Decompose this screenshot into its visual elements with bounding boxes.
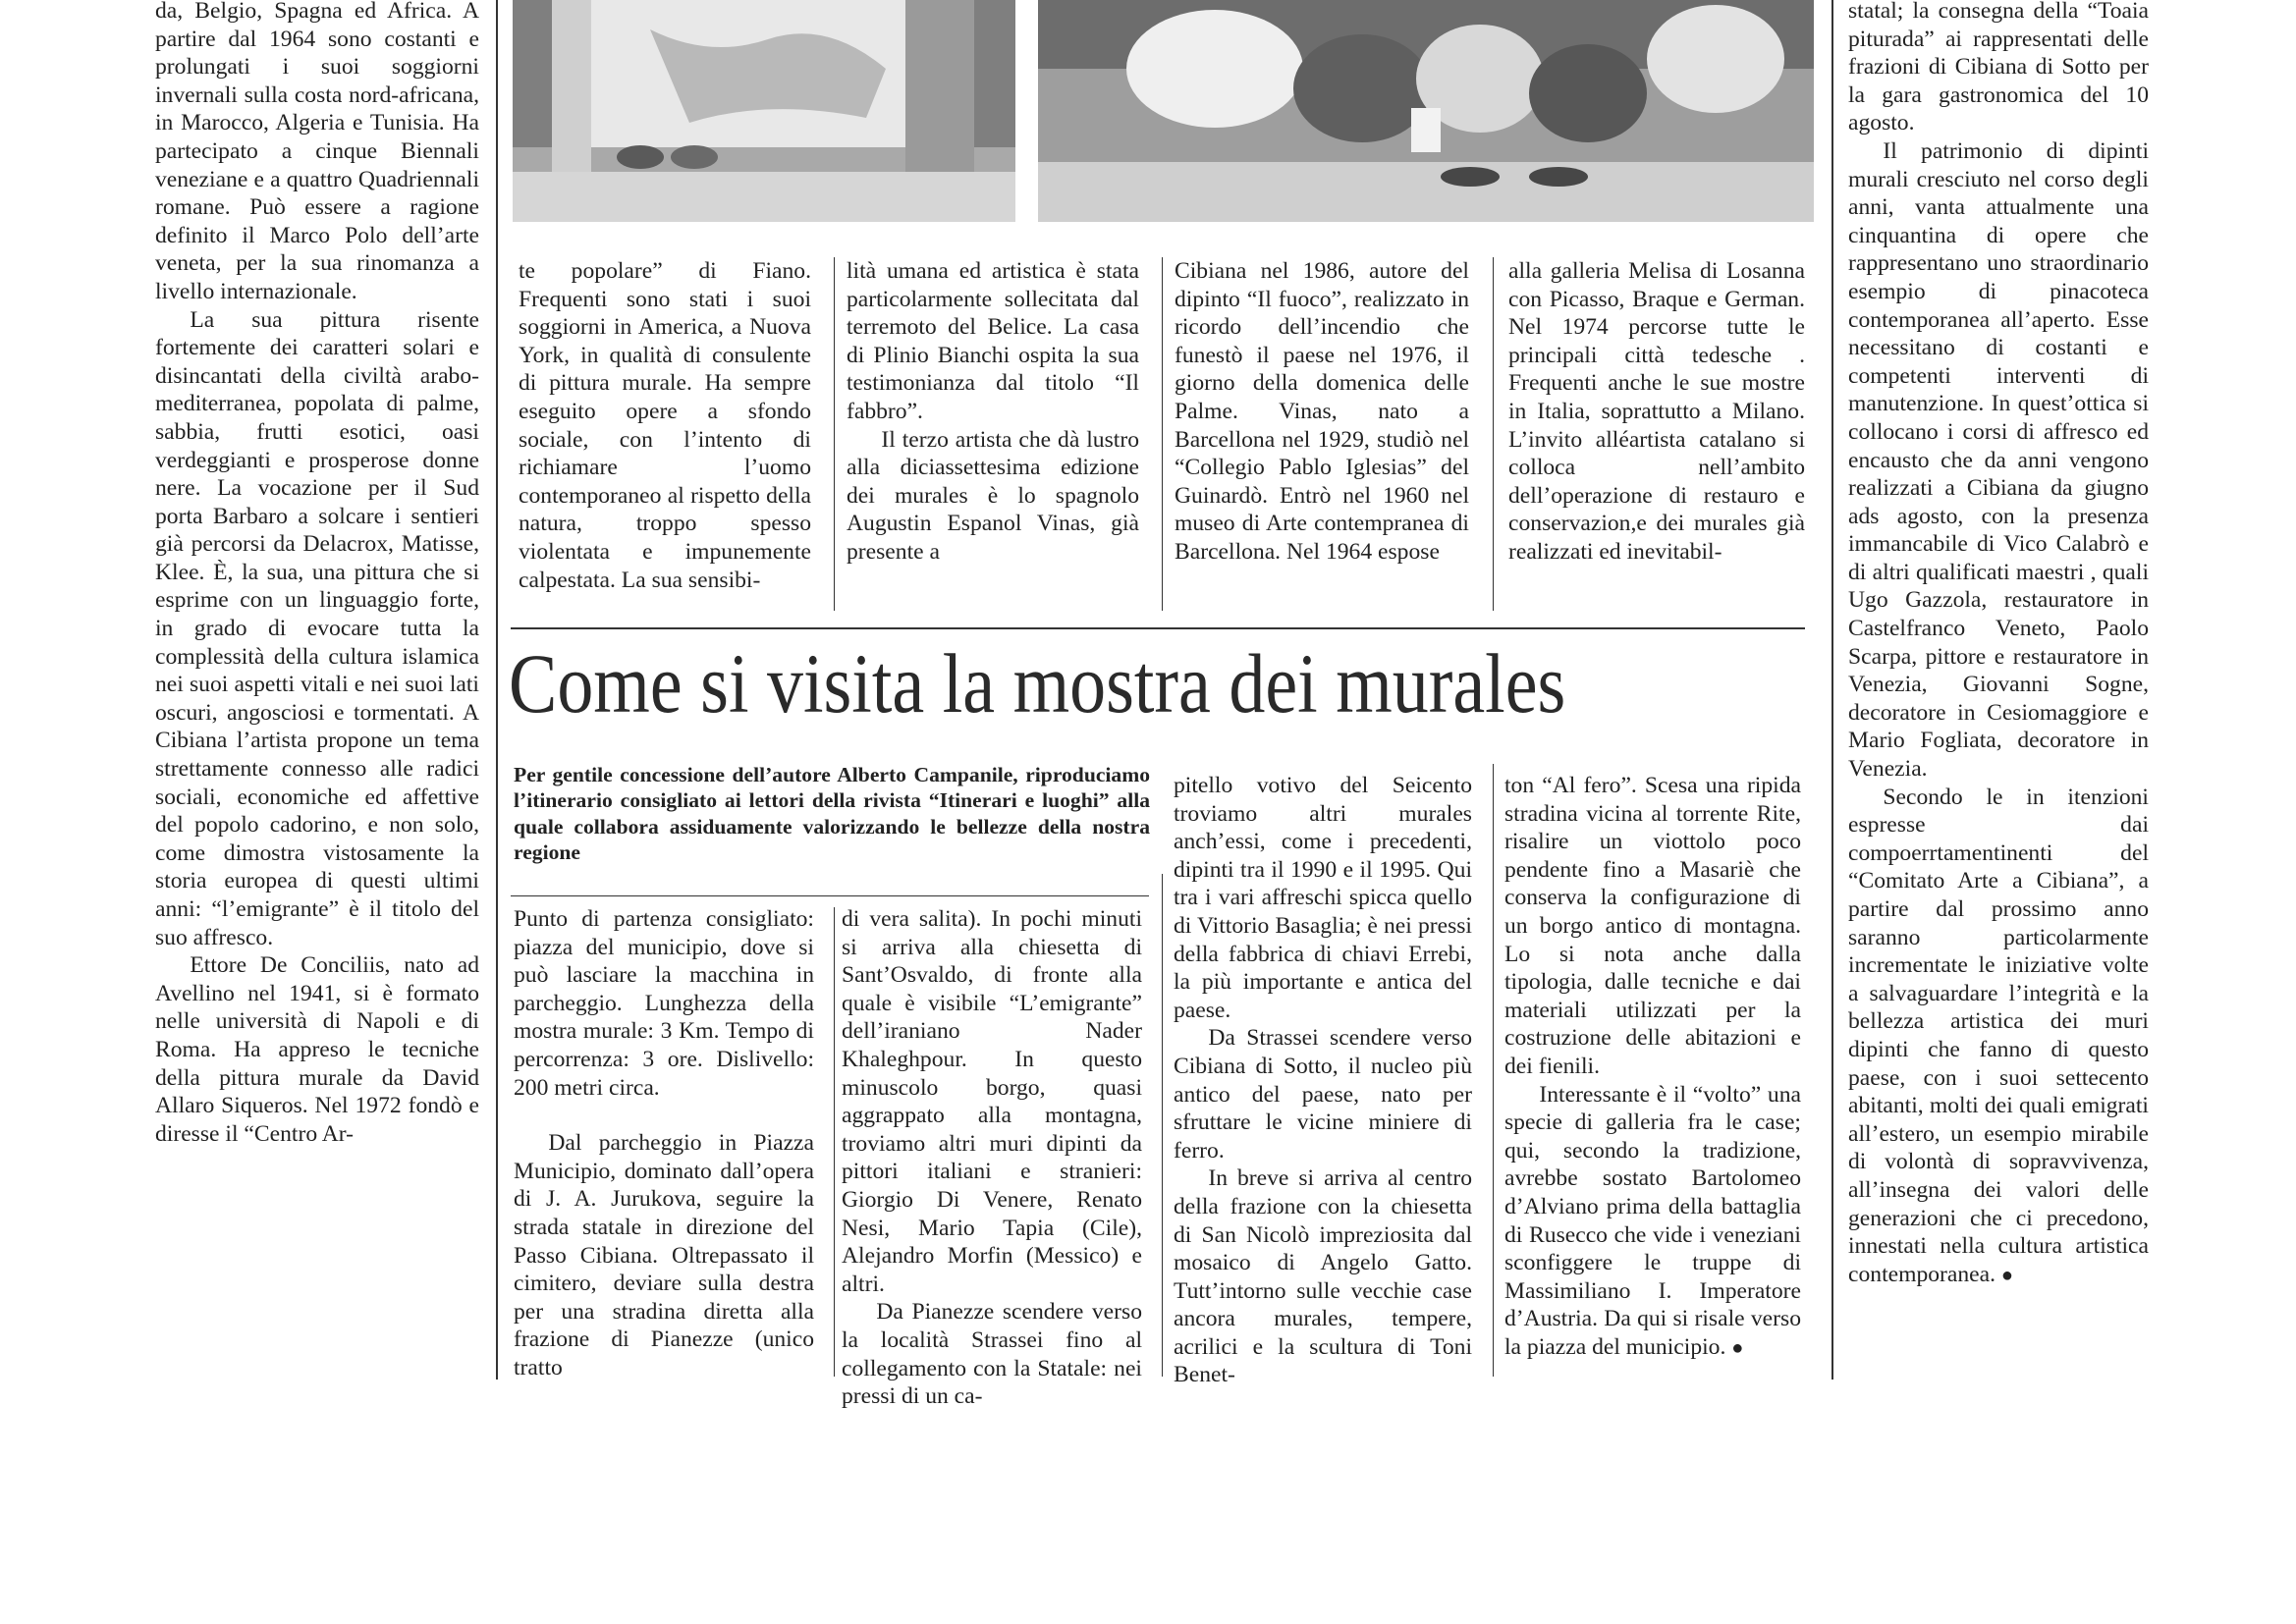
photo-painter-with-mural [513, 0, 1015, 222]
top-col5-text: alla galleria Melisa di Losanna con Picasso, Braque e German. Nel 1974 percorse tutte le principali città tedesche . Frequenti anche le sue mostre in Italia, soprattutto a Milano. L’invito alléartista catalano si colloca nell’ambito dell’operazione di restauro e conservazion,e dei murales già realizzati ed inevitabil- [1508, 258, 1805, 565]
column-rule-bottom-2 [1162, 874, 1163, 1377]
rule-below-lead [511, 895, 1149, 896]
end-of-article-mark: ● [1731, 1336, 1744, 1359]
photo-painter-with-mural-image [513, 0, 1015, 222]
col6-paragraph-3 [1848, 784, 2149, 1290]
column-top-2 [519, 257, 811, 599]
column-rule-right [1831, 0, 1833, 1380]
column-bottom-3 [1174, 772, 1472, 1388]
headline: Come si visita la mostra dei murales [509, 636, 1566, 731]
column-top-3 [847, 257, 1139, 599]
column-rule-bottom-3 [1493, 764, 1494, 1377]
b-col4-paragraph-2-text: Interessante è il “volto” una specie di galleria fra le case; qui, secondo la tradizione, avrebbe sostato Bartolomeo d’Alviano prima della battaglia di Rusecco che vide i veneziani sconfiggere le truppe di Massimiliano I. Imperatore d’Austria. Da qui si risale verso la piazza del municipio. [1504, 1081, 1801, 1360]
column-right [1848, 0, 2149, 1383]
column-rule-top-2 [1162, 257, 1163, 611]
col1-paragraph-2: La sua pittura risente fortemente dei caratteri solari e disincantati della civiltà arabo-mediterranea, popolata di palme, sabbia, frutti esotici, oasi verdeggianti e prosperose donne nere. La vocazione per il Sud porta Barbaro a solcare i sentieri già percorsi da Delacrox, Matisse, Klee. È, la sua, una pittura che si esprime con un linguaggio forte, in grado di evocare tutta la complessità della cultura islamica nei suoi aspetti vitali e nei suoi lati oscuri, angosciosi e tormentati. A Cibiana l’artista propone un tema strettamente connesso alle radici sociali, economiche ed affettive del popolo cadorino, e non solo, come dimostra vistosamente la storia europea di questi ultimi anni: “l’emigrante” è il titolo del suo affresco. [155, 306, 479, 950]
column-bottom-1 [514, 905, 814, 1380]
col1-paragraph-1: da, Belgio, Spagna ed Africa. A partire dal 1964 sono costanti e prolungati i suoi soggiorni invernali sulla costa nord-africana, in Marocco, Algeria e Tunisia. Ha partecipato a cinque Biennali veneziane e a quattro Quadriennali romane. Può essere a ragione definito il Marco Polo dell’arte veneta, per la sua rinomanza a livello internazionale. [155, 0, 479, 304]
end-of-article-mark: ● [2000, 1264, 2014, 1286]
column-bottom-2 [842, 905, 1142, 1410]
column-bottom-4 [1504, 772, 1801, 1377]
column-rule-top-1 [834, 257, 835, 611]
column-rule-top-3 [1493, 257, 1494, 611]
column-rule-bottom-1 [834, 907, 835, 1377]
rule-above-headline [511, 627, 1805, 629]
col6-paragraph-1: statal; la consegna della “Toaia piturada” ai rappresentati delle frazioni di Cibiana di Sotto per la gara gastronomica del 10 agosto. [1848, 0, 2149, 136]
b-col1-paragraph-1: Punto di partenza consigliato: piazza del municipio, dove si può lasciare la macchina in parcheggio. Lunghezza della mostra murale: 3 Km. Tempo di percorrenza: 3 ore. Dislivello: 200 metri circa. [514, 906, 814, 1101]
b-col3-paragraph-2: Da Strassei scendere verso Cibiana di Sotto, il nucleo più antico del paese, nato per sfruttare le vicine miniere di ferro. [1174, 1025, 1472, 1164]
b-col3-paragraph-3: In breve si arriva al centro della frazione con la chiesetta di San Nicolò impreziosita dal mosaico di Angelo Gatto. Tutt’intorno sulle vecchie case ancora murales, tempere, acrilici e la scultura di Toni Benet- [1174, 1165, 1472, 1388]
top-col3-paragraph-2: Il terzo artista che dà lustro alla diciassettesima edizione dei murales è lo spagnolo Augustin Espanol Vinas, già presente a [847, 426, 1139, 565]
b-col4-paragraph-2 [1504, 1081, 1801, 1363]
photo-group-of-people-image [1038, 0, 1814, 222]
top-col2-text: te popolare” di Fiano. Frequenti sono stati i suoi soggiorni in America, a Nuova York, in qualità di consulente di pittura murale. Ha sempre eseguito opere a sfondo sociale, con l’intento di richiamare l’uomo contemporaneo al rispetto della natura, troppo spesso violentata e impunemente calpestata. La sua sensibi- [519, 258, 811, 593]
b-col4-paragraph-1: ton “Al fero”. Scesa una ripida stradina vicina al torrente Rite, risalire un viottolo poco pendente fino a Masariè che conserva la configurazione di un borgo antico di montagna. Lo si nota anche dalla tipologia, dalle tecniche e dai materiali utilizzati per la costruzione delle abitazioni e dei fienili. [1504, 773, 1801, 1079]
col6-paragraph-2: Il patrimonio di dipinti murali cresciuto nel corso degli anni, vanta attualmente una cinquantina di opere che rappresentano uno straordinario esempio di pinacoteca contemporanea all’aperto. Esse necessitano di costanti e competenti interventi di manutenzione. In quest’ottica si collocano i corsi di affresco ed encausto che da anni vengono realizzati a Cibiana da giugno ads agosto, con la presenza immancabile di Vico Calabrò e di altri qualificati maestri , quali Ugo Gazzola, restauratore in Castelfranco Veneto, Paolo Scarpa, pittore e restauratore in Venezia, Giovanni Sogne, decoratore in Cesiomaggiore e Mario Fogliata, decoratore in Venezia. [1848, 137, 2149, 783]
photo-group-of-people [1038, 0, 1814, 222]
column-top-4 [1175, 257, 1469, 599]
top-col4-text: Cibiana nel 1986, autore del dipinto “Il fuoco”, realizzato in ricordo dell’incendio che funestò il paese nel 1976, il giorno della domenica delle Palme. Vinas, nato a Barcellona nel 1929, studiò nel “Collegio Pablo Iglesias” del Guinardò. Entrò nel 1960 nel museo di Arte contempranea di Barcellona. Nel 1964 espose [1175, 258, 1469, 565]
column-top-5 [1508, 257, 1805, 599]
b-col2-paragraph-2: Da Pianezze scendere verso la località Strassei fino al collegamento con la Statale: nei pressi di un ca- [842, 1299, 1142, 1410]
b-col3-paragraph-1: pitello votivo del Seicento troviamo altri murales anch’essi, come i precedenti, dipinti tra il 1990 e il 1995. Qui tra i vari affreschi spicca quello di Vittorio Basaglia; è nei pressi della fabbrica di chiavi Errebi, la più importante e antica del paese. [1174, 773, 1472, 1023]
top-col3-paragraph-1: lità umana ed artistica è stata particolarmente sollecitata dal terremoto del Belice. La casa di Plinio Bianchi ospita la sua testimonianza dal titolo “Il fabbro”. [847, 258, 1139, 424]
b-col1-paragraph-2: Dal parcheggio in Piazza Municipio, dominato dall’opera di J. A. Jurukova, seguire la strada statale in direzione del Passo Cibiana. Oltrepassato il cimitero, deviare sulla destra per una stradina diretta alla frazione di Pianezze (unico tratto [514, 1130, 814, 1380]
column-rule-left [496, 0, 498, 1380]
b-col2-paragraph-1: di vera salita). In pochi minuti si arriva alla chiesetta di Sant’Osvaldo, di fronte alla quale è visibile “L’emigrante” dell’iraniano Nader Khaleghpour. In questo minuscolo borgo, quasi aggrappato alla montagna, troviamo altri muri dipinti da pittori italiani e stranieri: Giorgio Di Venere, Renato Nesi, Mario Tapia (Cile), Alejandro Morfin (Messico) e altri. [842, 906, 1142, 1297]
lead-paragraph: Per gentile concessione dell’autore Alberto Campanile, riproduciamo l’itinerario consigliato ai lettori della rivista “Itinerari e luoghi” alla quale collabora assiduamente valorizzando le bellezze della nostra regione [514, 763, 1150, 865]
col1-paragraph-3: Ettore De Conciliis, nato ad Avellino nel 1941, si è formato nelle università di Napoli e di Roma. Ha appreso le tecniche della pittura murale da David Allaro Siqueros. Nel 1972 fondò e diresse il “Centro Ar- [155, 952, 479, 1147]
col6-paragraph-3-text: Secondo le in itenzioni espresse dai compoerrtamentinenti del “Comitato Arte a Cibiana”, a partire dal prossimo anno saranno particolarmente incrementate le iniziative volte a salvaguardare l’integrità e la bellezza artistica dei muri dipinti che fanno di questo paese, con i suoi settecento abitanti, molti dei quali emigrati all’estero, un esempio mirabile di volontà di sopravvivenza, all’insegna dei valori delle generazioni che ci precedono, innestati nella cultura artistica contemporanea. [1848, 784, 2149, 1287]
column-left [155, 0, 479, 1383]
